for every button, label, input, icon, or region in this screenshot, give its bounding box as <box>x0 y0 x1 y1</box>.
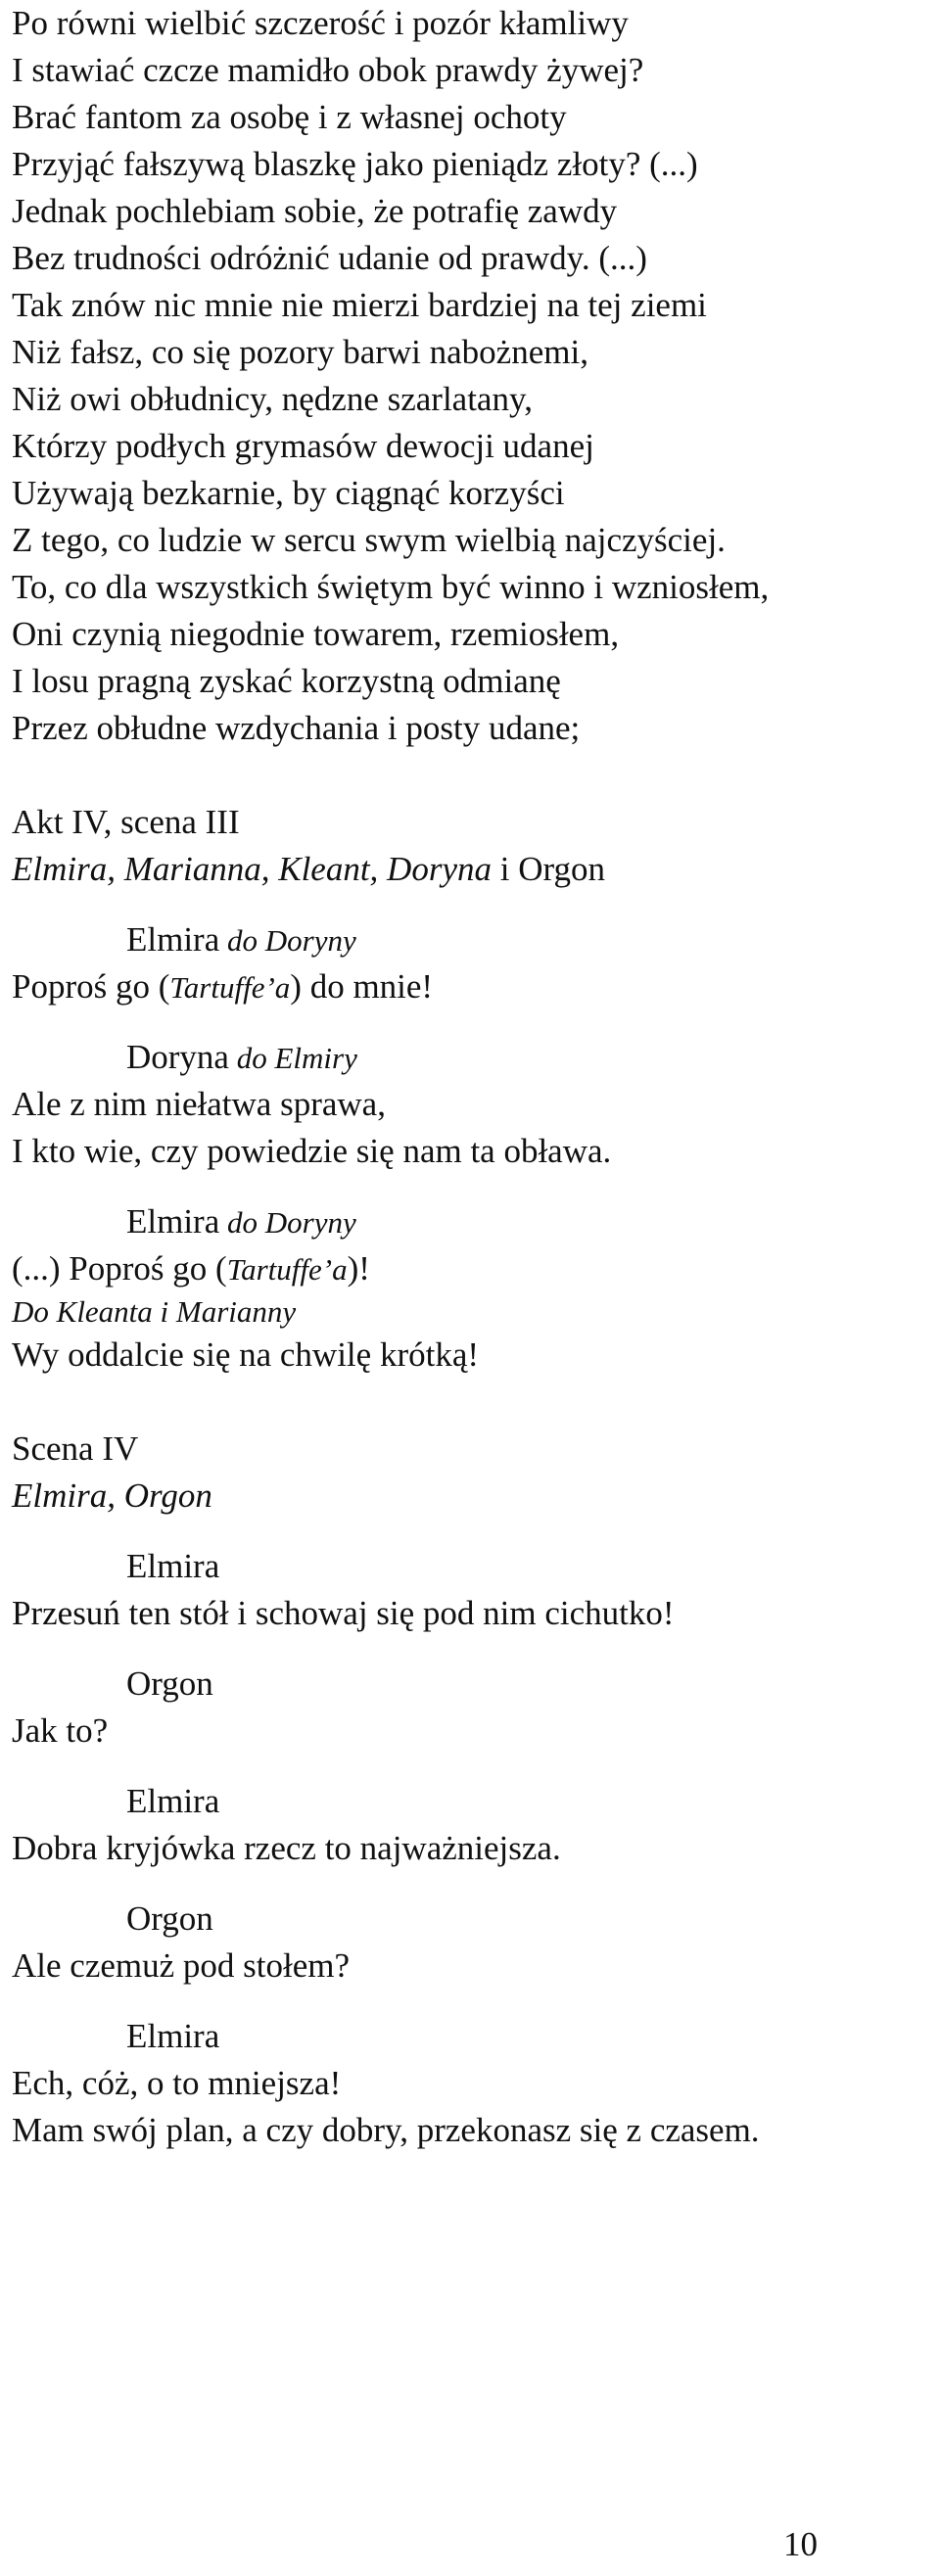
verse-line: Używają bezkarnie, by ciągnąć korzyści <box>12 474 565 512</box>
dialogue-line: Dobra kryjówka rzecz to najważniejsza. <box>12 1829 561 1867</box>
dialogue-line: Ale czemuż pod stołem? <box>12 1946 351 1985</box>
speaker-name: Elmira <box>126 920 220 959</box>
dialogue-line: Ale z nim niełatwa sprawa, <box>12 1085 386 1123</box>
verse-block <box>12 0 932 752</box>
scene-cast <box>12 846 932 893</box>
verse-line: Bez trudności odróżnić udanie od prawdy. (...) <box>12 239 647 277</box>
dialogue-line: Wy oddalcie się na chwilę krótką! <box>12 1335 480 1374</box>
dialogue-line: Ech, cóż, o to mniejsza! <box>12 2064 342 2102</box>
speaker-name: Doryna <box>126 1038 229 1076</box>
verse-line: To, co dla wszystkich świętym być winno i wzniosłem, <box>12 568 770 606</box>
verse-line: I stawiać czcze mamidło obok prawdy żywej? <box>12 51 644 89</box>
verse-line: Którzy podłych grymasów dewocji udanej <box>12 427 594 465</box>
scene-heading: Akt IV, scena III <box>12 803 240 841</box>
verse-line: Przez obłudne wzdychania i posty udane; <box>12 709 581 747</box>
verse-line: Oni czynią niegodnie towarem, rzemiosłem, <box>12 615 620 653</box>
dialogue-text: ) do mnie! <box>290 967 434 1006</box>
dialogue-line <box>12 963 932 1010</box>
speaker-line <box>12 1034 932 1081</box>
speaker-name: Elmira <box>126 1547 220 1585</box>
verse-line: Po równi wielbić szczerość i pozór kłamliwy <box>12 4 629 42</box>
dialogue-line: Przesuń ten stół i schowaj się pod nim cichutko! <box>12 1594 675 1632</box>
cast-connector: i <box>491 850 519 888</box>
verse-line: Jednak pochlebiam sobie, że potrafię zawdy <box>12 192 618 230</box>
speaker-line <box>12 916 932 963</box>
speaker-name: Orgon <box>126 1899 213 1938</box>
verse-line: Tak znów nic mnie nie mierzi bardziej na tej ziemi <box>12 286 707 324</box>
page-number: 10 <box>783 2525 818 2563</box>
speaker-name: Elmira <box>126 1202 220 1241</box>
scene-cast: Elmira, Orgon <box>12 1476 212 1515</box>
verse-line: Niż owi obłudnicy, nędzne szarlatany, <box>12 380 533 418</box>
dialogue-line: Mam swój plan, a czy dobry, przekonasz się z czasem. <box>12 2111 760 2149</box>
dialogue-text: (...) Poproś go ( <box>12 1249 227 1288</box>
scene-4 <box>12 1426 932 2154</box>
verse-line: Przyjąć fałszywą blaszkę jako pieniądz złoty? (...) <box>12 145 698 183</box>
dialogue-line: I kto wie, czy powiedzie się nam ta obława. <box>12 1132 612 1170</box>
speaker-line <box>12 1198 932 1245</box>
stage-direction: do Doryny <box>219 1205 356 1240</box>
dialogue-italic: Tartuffe’a <box>169 970 291 1005</box>
verse-line: Brać fantom za osobę i z własnej ochoty <box>12 98 567 136</box>
dialogue-italic: Tartuffe’a <box>226 1252 348 1287</box>
scene-heading: Scena IV <box>12 1429 139 1468</box>
scene-3 <box>12 799 932 1379</box>
stage-direction: do Doryny <box>219 923 356 958</box>
stage-direction: do Elmiry <box>228 1041 357 1075</box>
verse-line: Z tego, co ludzie w sercu swym wielbią najczyściej. <box>12 521 726 559</box>
dialogue-line <box>12 1245 932 1292</box>
stage-direction: Do Kleanta i Marianny <box>12 1294 297 1329</box>
verse-line: Niż fałsz, co się pozory barwi nabożnemi, <box>12 333 588 371</box>
dialogue-line: Jak to? <box>12 1711 109 1750</box>
cast-last-name: Orgon <box>518 850 606 888</box>
verse-line: I losu pragną zyskać korzystną odmianę <box>12 662 561 700</box>
cast-names: Elmira, Marianna, Kleant, Doryna <box>12 850 492 888</box>
dialogue-text: Poproś go ( <box>12 967 170 1006</box>
speaker-name: Elmira <box>126 1782 220 1820</box>
dialogue-text: )! <box>347 1249 370 1288</box>
document-page <box>12 0 932 2154</box>
speaker-name: Orgon <box>126 1664 213 1703</box>
speaker-name: Elmira <box>126 2017 220 2055</box>
